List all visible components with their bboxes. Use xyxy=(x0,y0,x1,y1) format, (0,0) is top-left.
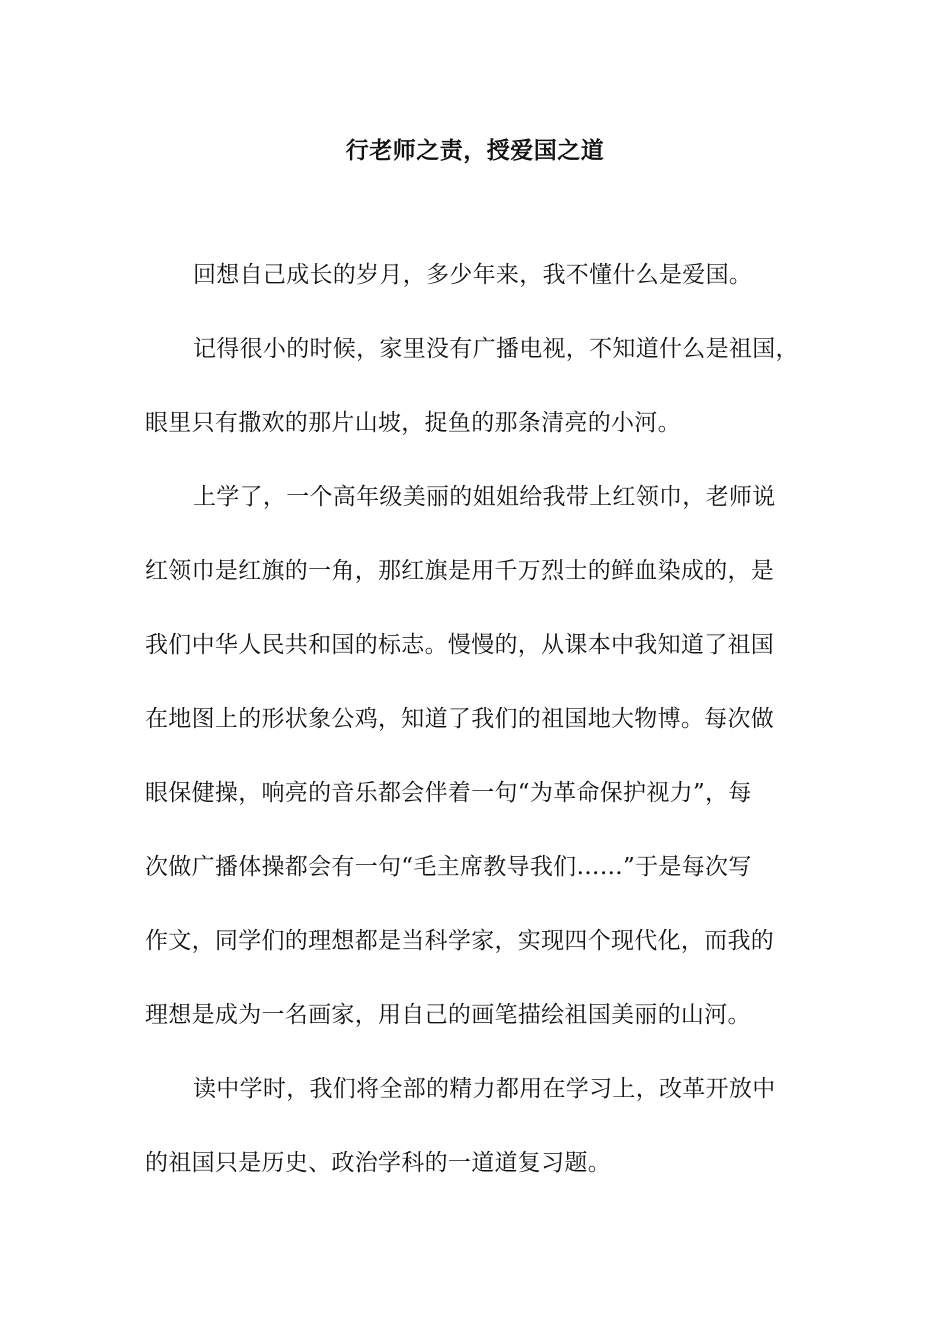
paragraph-line: 理想是成为一名画家，用自己的画笔描绘祖国美丽的山河。 xyxy=(145,1002,751,1028)
paragraph-line: 在地图上的形状象公鸡，知道了我们的祖国地大物博。每次做 xyxy=(145,706,775,732)
paragraph-line: 回想自己成长的岁月，多少年来，我不懂什么是爱国。 xyxy=(193,262,753,288)
paragraph-line: 读中学时，我们将全部的精力都用在学习上，改革开放中 xyxy=(193,1076,776,1102)
paragraph-line: 眼保健操，响亮的音乐都会伴着一句“为革命保护视力”，每 xyxy=(145,780,752,806)
paragraph-line: 记得很小的时候，家里没有广播电视，不知道什么是祖国， xyxy=(193,336,799,362)
paragraph-line: 作文，同学们的理想都是当科学家，实现四个现代化，而我的 xyxy=(145,928,775,954)
paragraph-line: 我们中华人民共和国的标志。慢慢的，从课本中我知道了祖国 xyxy=(145,632,775,658)
paragraph-line: 眼里只有撒欢的那片山坡，捉鱼的那条清亮的小河。 xyxy=(145,410,681,436)
paragraph-line: 上学了，一个高年级美丽的姐姐给我带上红领巾，老师说 xyxy=(193,484,776,510)
paragraph-line: 的祖国只是历史、政治学科的一道道复习题。 xyxy=(145,1150,611,1176)
paragraph-line: 次做广播体操都会有一句“毛主席教导我们……”于是每次写 xyxy=(145,854,752,880)
document-body xyxy=(145,238,825,1200)
paragraph-line: 红领巾是红旗的一角，那红旗是用千万烈士的鲜血染成的，是 xyxy=(145,558,775,584)
document-title: 行老师之责，授爱国之道 xyxy=(345,137,605,164)
